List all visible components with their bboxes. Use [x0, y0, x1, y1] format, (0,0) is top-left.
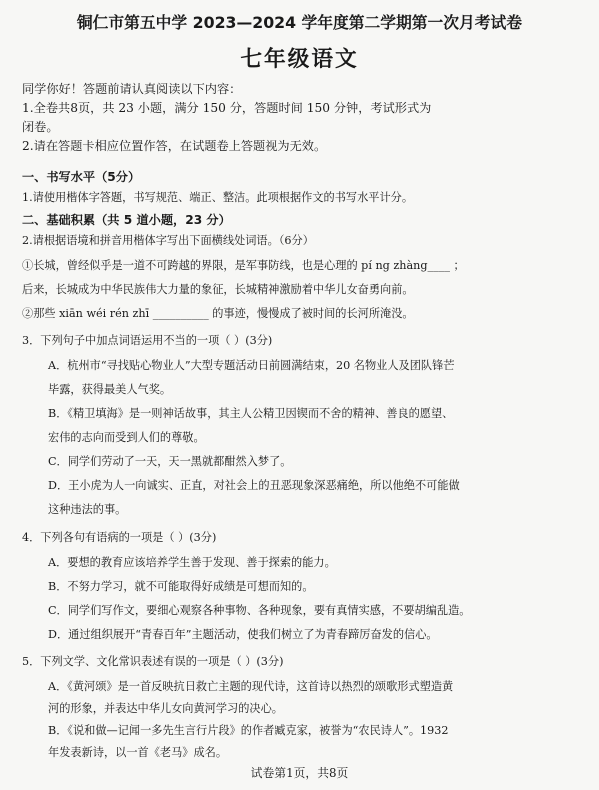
section1-heading: 一、书写水平（5分） [22, 170, 141, 184]
q4-option-b: B．不努力学习，就不可能取得好成绩是可想而知的。 [48, 580, 314, 593]
exam-title: 铜仁市第五中学 2023—2024 学年度第二学期第一次月考试卷 [76, 13, 523, 32]
q4-option-a: A．要想的教育应该培养学生善于发现、善于探索的能力。 [48, 556, 336, 569]
q3-option-c: C．同学们劳动了一天，天一黑就都酣然入梦了。 [48, 455, 292, 468]
subject-title: 七年级语文 [240, 47, 359, 72]
section1-item1: 1.请使用楷体字答题，书写规范、端正、整洁。此项根据作文的书写水平计分。 [22, 191, 414, 204]
q3-option-b-line1: B．《精卫填海》是一则神话故事，其主人公精卫因锲而不舍的精神、善良的愿望、 [48, 407, 454, 420]
instructions-item1-line1: 1.全卷共8页，共 23 小题，满分 150 分，答题时间 150 分钟，考试形式为 [22, 101, 432, 115]
q3-option-b-line2: 宏伟的志向而受到人们的尊敬。 [48, 431, 205, 444]
page-footer: 试卷第1页，共8页 [250, 766, 349, 780]
q5-option-a-line1: A．《黄河颂》是一首反映抗日救亡主题的现代诗，这首诗以热烈的颂歌形式塑造黄 [48, 680, 454, 693]
q2-line3: ②那些 xiān wéi rén zhī __________ 的事迹，慢慢成了被时间的长河所淹没。 [22, 307, 414, 320]
q3-option-a-line2: 毕露，获得最美人气奖。 [48, 383, 172, 396]
q3-option-d-line1: D．王小虎为人一向诚实、正直，对社会上的丑恶现象深恶痛绝，所以他绝不可能做 [48, 479, 460, 492]
q4-option-c: C．同学们写作文，要细心观察各种事物、各种现象，要有真情实感，不要胡编乱造。 [48, 604, 471, 617]
q2-line1: ①长城，曾经似乎是一道不可跨越的界限，是军事防线，也是心理的 pí ng zhàng____ ； [22, 259, 465, 272]
q5-stem: 5．下列文学、文化常识表述有误的一项是（ ）(3分) [22, 655, 284, 668]
instructions-item1-line2: 闭卷。 [22, 120, 59, 134]
q5-option-a-line2: 河的形象，并表达中华儿女向黄河学习的决心。 [48, 702, 283, 715]
q4-stem: 4．下列各句有语病的一项是（ ）(3分) [22, 531, 217, 544]
q5-option-b-line1: B．《说和做—记闻一多先生言行片段》的作者臧克家，被誉为“农民诗人”。1932 [48, 724, 449, 737]
q3-option-d-line2: 这种违法的事。 [48, 503, 127, 516]
instructions-item2: 2.请在答题卡相应位置作答，在试题卷上答题视为无效。 [22, 139, 327, 153]
q2-stem: 2.请根据语境和拼音用楷体字写出下面横线处词语。（6分） [22, 234, 314, 247]
q4-option-d: D．通过组织展开“青春百年”主题活动，使我们树立了为青春蹄厉奋发的信心。 [48, 628, 438, 641]
q3-option-a-line1: A．杭州市“寻找贴心物业人”大型专题活动日前圆满结束，20 名物业人及团队锋芒 [48, 359, 455, 372]
instructions-greeting: 同学你好！答题前请认真阅读以下内容： [22, 82, 242, 96]
q2-line2: 后来，长城成为中华民族伟大力量的象征，长城精神激励着中华儿女奋勇向前。 [22, 283, 414, 296]
section2-heading: 二、基础积累（共 5 道小题，23 分） [22, 213, 231, 227]
q3-stem: 3．下列句子中加点词语运用不当的一项（ ）(3分) [22, 334, 273, 347]
q5-option-b-line2: 年发表新诗，以一首《老马》成名。 [48, 746, 228, 759]
